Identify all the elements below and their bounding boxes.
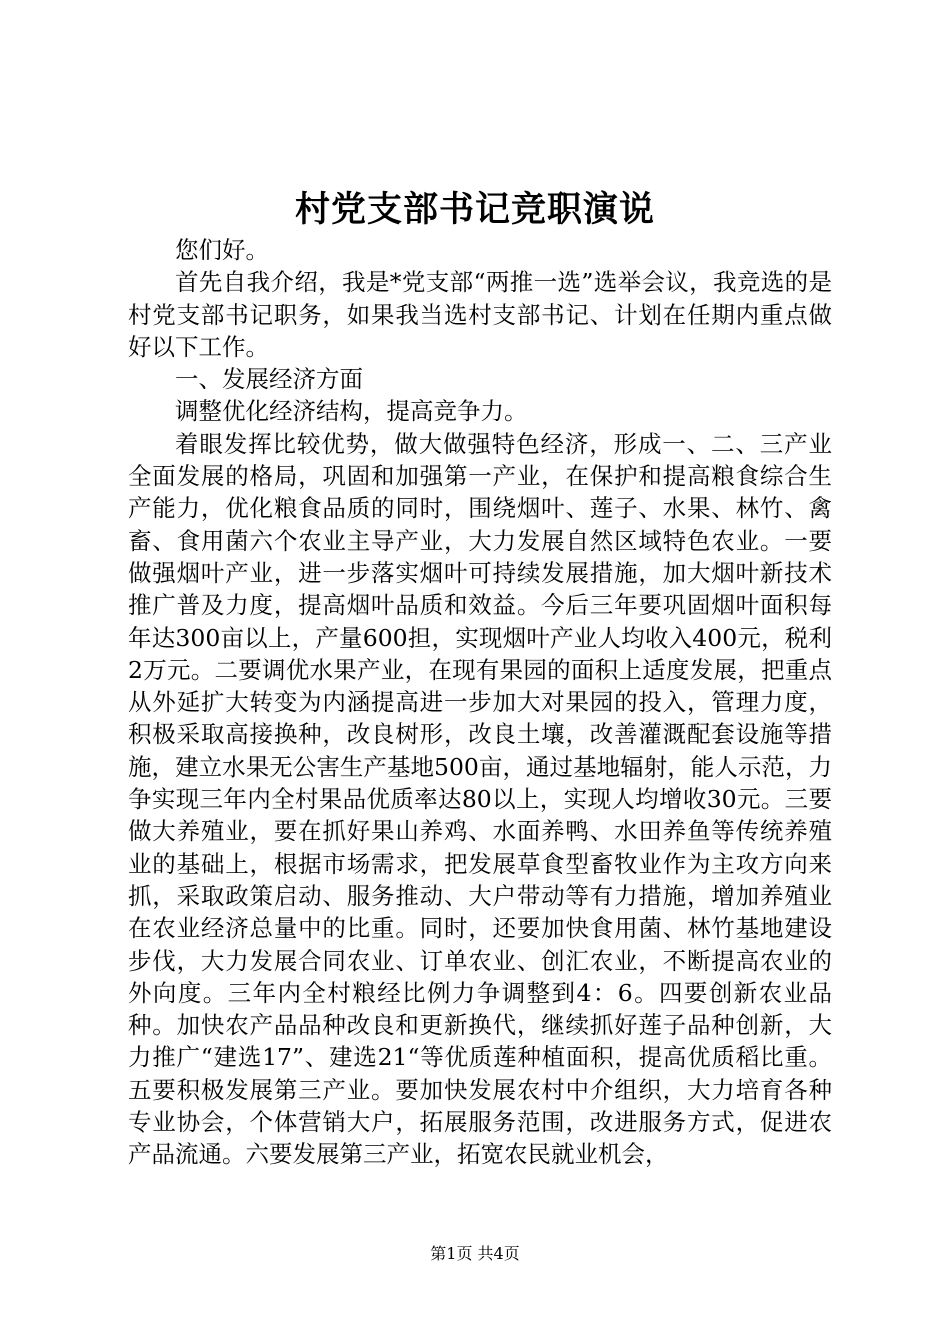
document-title: 村党支部书记竞职演说 [294,189,655,230]
document-body [128,234,832,1171]
paragraph-main: 着眼发挥比较优势，做大做强特色经济，形成一、二、三产业全面发展的格局，巩固和加强第一产业，在保护和提高粮食综合生产能力，优化粮食品质的同时，围绕烟叶、莲子、水果、林竹、禽畜、食用菌六个农业主导产业，大力发展自然区域特色农业。一要做强烟叶产业，进一步落实烟叶可持续发展措施，加大烟叶新技术推广普及力度，提高烟叶品质和效益。今后三年要巩固烟叶面积每年达300亩以上，产量600担，实现烟叶产业人均收入400元，税利2万元。二要调优水果产业，在现有果园的面积上适度发展，把重点从外延扩大转变为内涵提高进一步加大对果园的投入，管理力度，积极采取高接换种，改良树形，改良土壤，改善灌溉配套设施等措施，建立水果无公害生产基地500亩，通过基地辐射，能人示范，力争实现三年内全村果品优质率达80以上，实现人均增收30元。三要做大养殖业，要在抓好果山养鸡、水面养鸭、水田养鱼等传统养殖业的基础上，根据市场需求，把发展草食型畜牧业作为主攻方向来抓，采取政策启动、服务推动、大户带动等有力措施，增加养殖业在农业经济总量中的比重。同时，还要加快食用菌、林竹基地建设步伐，大力发展合同农业、订单农业、创汇农业，不断提高农业的外向度。三年内全村粮经比例力争调整到4：6。四要创新农业品种。加快农产品品种改良和更新换代，继续抓好莲子品种创新，大力推广“建选17”、建选21“等优质莲种植面积，提高优质稻比重。五要积极发展第三产业。要加快发展农村中介组织，大力培育各种专业协会，个体营销大户，拓展服务范围，改进服务方式，促进农产品流通。六要发展第三产业，拓宽农民就业机会， [128,429,832,1169]
paragraph-introduction: 首先自我介绍，我是*党支部“两推一选”选举会议，我竞选的是村党支部书记职务，如果我当选村支部书记、计划在任期内重点做好以下工作。 [128,268,832,361]
paragraph-subheading: 调整优化经济结构，提高竞争力。 [175,397,528,426]
section-heading: 一、发展经济方面 [175,365,363,394]
page-footer: 第1页 共4页 [430,1244,520,1263]
paragraph-greeting: 您们好。 [175,236,269,264]
